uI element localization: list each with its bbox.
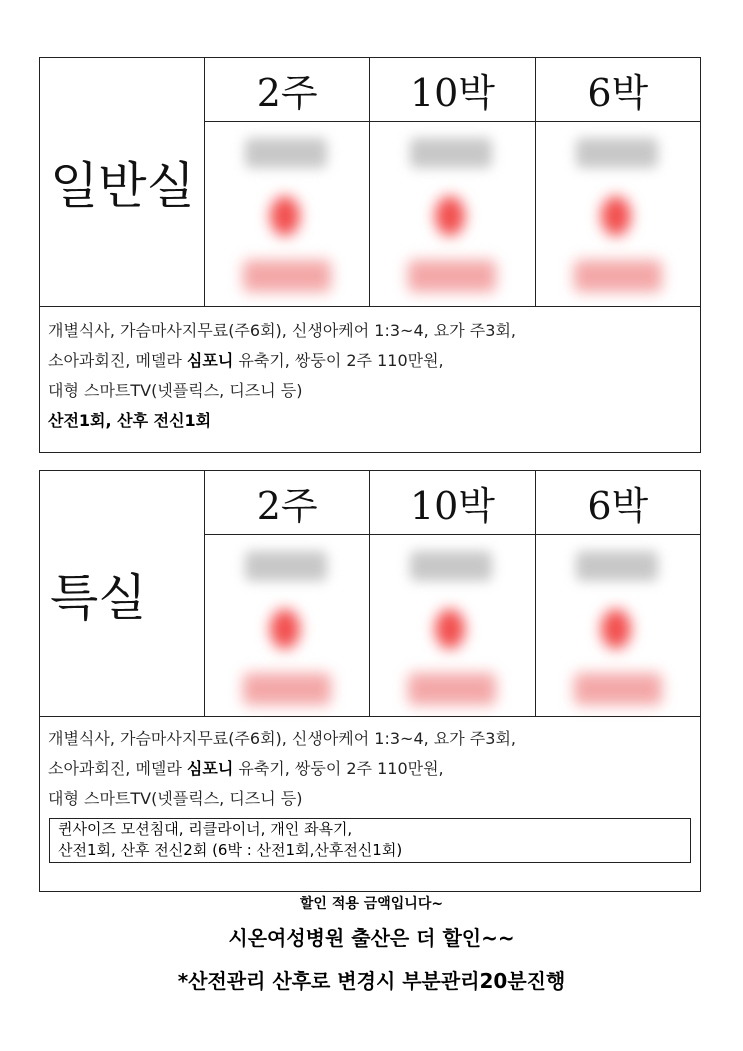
promo-line: 시온여성병원 출산은 더 할인~~: [228, 926, 515, 950]
blurred-price: [370, 122, 534, 306]
desc-line: 개별식사, 가슴마사지무료(주6회), 신생아케어 1:3~4, 요가 주3회,: [48, 321, 516, 340]
blurred-price: [536, 535, 700, 716]
care-note: *산전관리 산후로 변경시 부분관리20분진행: [177, 969, 566, 993]
blurred-price: [536, 122, 700, 306]
standard-room-table: [39, 57, 701, 453]
discount-note: 할인 적용 금액입니다~: [299, 896, 444, 912]
divider: [40, 716, 700, 717]
column-header: 6박: [536, 58, 700, 122]
desc-line: 대형 스마트TV(넷플릭스, 디즈니 등): [48, 789, 303, 808]
desc-line: 소아과회진, 메델라 심포니 유축기, 쌍둥이 2주 110만원,: [48, 759, 444, 778]
price-columns: [205, 58, 700, 306]
desc-line: 소아과회진, 메델라 심포니 유축기, 쌍둥이 2주 110만원,: [48, 351, 444, 370]
price-columns: [205, 471, 700, 716]
premium-extras-box: [49, 818, 691, 863]
divider: [40, 306, 700, 307]
blurred-price: [370, 535, 534, 716]
blurred-price: [205, 122, 369, 306]
room-type-label: 일반실: [40, 58, 205, 306]
room-type-label: 특실: [40, 471, 205, 716]
desc-line: 대형 스마트TV(넷플릭스, 디즈니 등): [48, 381, 303, 400]
price-column-6nights: [536, 58, 700, 306]
price-column-6nights: [536, 471, 700, 716]
column-header: 2주: [205, 471, 369, 535]
column-header: 10박: [370, 471, 534, 535]
column-header: 10박: [370, 58, 534, 122]
room-description: [48, 316, 692, 436]
room-description: [48, 724, 692, 814]
extras-line: 퀸사이즈 모션침대, 리클라이너, 개인 좌욕기,: [58, 820, 353, 838]
price-column-10nights: [370, 471, 535, 716]
price-column-2weeks: [205, 471, 370, 716]
price-column-2weeks: [205, 58, 370, 306]
desc-line: 개별식사, 가슴마사지무료(주6회), 신생아케어 1:3~4, 요가 주3회,: [48, 729, 516, 748]
desc-line-bold: 산전1회, 산후 전신1회: [48, 411, 212, 430]
column-header: 6박: [536, 471, 700, 535]
extras-line: 산전1회, 산후 전신2회 (6박 : 산전1회,산후전신1회): [58, 841, 403, 859]
price-column-10nights: [370, 58, 535, 306]
column-header: 2주: [205, 58, 369, 122]
blurred-price: [205, 535, 369, 716]
premium-room-table: [39, 470, 701, 892]
